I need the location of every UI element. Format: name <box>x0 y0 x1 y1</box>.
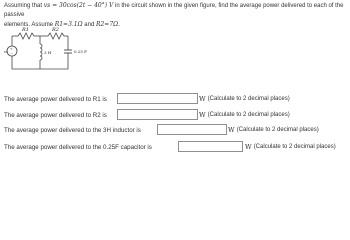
question-prompt-capacitor: The average power delivered to the 0.25F capacitor is <box>4 143 152 151</box>
hint-label-r1: (Calculate to 2 decimal places) <box>207 95 290 102</box>
r1-label: R1 <box>22 27 29 33</box>
answer-unit-r2 <box>199 109 290 120</box>
unit-label-capacitor: W <box>245 142 252 151</box>
hint-label-r2: (Calculate to 2 decimal places) <box>207 111 290 118</box>
problem-text-line2: elements. Assume <box>4 22 54 28</box>
svg-text:+: + <box>9 47 13 51</box>
answer-unit-inductor <box>228 124 319 135</box>
question-prompt-r2: The average power delivered to R2 is <box>4 111 107 119</box>
answer-input-r2[interactable] <box>117 109 198 120</box>
hint-label-capacitor: (Calculate to 2 decimal places) <box>253 143 336 150</box>
answer-unit-capacitor <box>245 141 336 152</box>
svg-text:−: − <box>10 51 14 56</box>
capacitor-symbol <box>64 50 72 53</box>
r1-value: R1=3.1Ω <box>54 21 83 28</box>
unit-label-r2: W <box>199 110 206 119</box>
resistor-r1-symbol <box>18 33 34 39</box>
capacitor-label: 0.25 F <box>74 49 87 54</box>
circuit-diagram <box>4 27 114 75</box>
answer-input-capacitor[interactable] <box>178 141 243 152</box>
inductor-label: 3 H <box>44 50 52 55</box>
answer-input-r1[interactable] <box>117 93 198 104</box>
source-expression: vs = 30cos(2t − 40°) V <box>43 2 114 9</box>
question-row-r2 <box>4 109 107 121</box>
question-row-inductor <box>4 124 141 136</box>
r2-label: R2 <box>52 27 59 33</box>
unit-label-inductor: W <box>228 125 235 134</box>
problem-and: and <box>84 22 95 28</box>
question-row-r1 <box>4 93 107 105</box>
question-prompt-r1: The average power delivered to R1 is <box>4 95 107 103</box>
problem-text: in the circuit shown in the given figure, find the average power delivered to each of the passive <box>4 3 344 18</box>
problem-intro: Assuming that <box>4 3 43 9</box>
source-label: vs <box>4 50 8 54</box>
inductor-symbol <box>40 44 42 60</box>
problem-statement <box>4 1 348 30</box>
resistor-r2-symbol <box>48 33 64 39</box>
question-prompt-inductor: The average power delivered to the 3H inductor is <box>4 126 141 134</box>
answer-input-inductor[interactable] <box>157 124 227 135</box>
answer-unit-r1 <box>199 93 290 104</box>
question-row-capacitor <box>4 141 152 153</box>
hint-label-inductor: (Calculate to 2 decimal places) <box>236 126 319 133</box>
circuit-svg <box>4 27 114 75</box>
r2-value: R2=7Ω. <box>95 21 121 28</box>
unit-label-r1: W <box>199 94 206 103</box>
